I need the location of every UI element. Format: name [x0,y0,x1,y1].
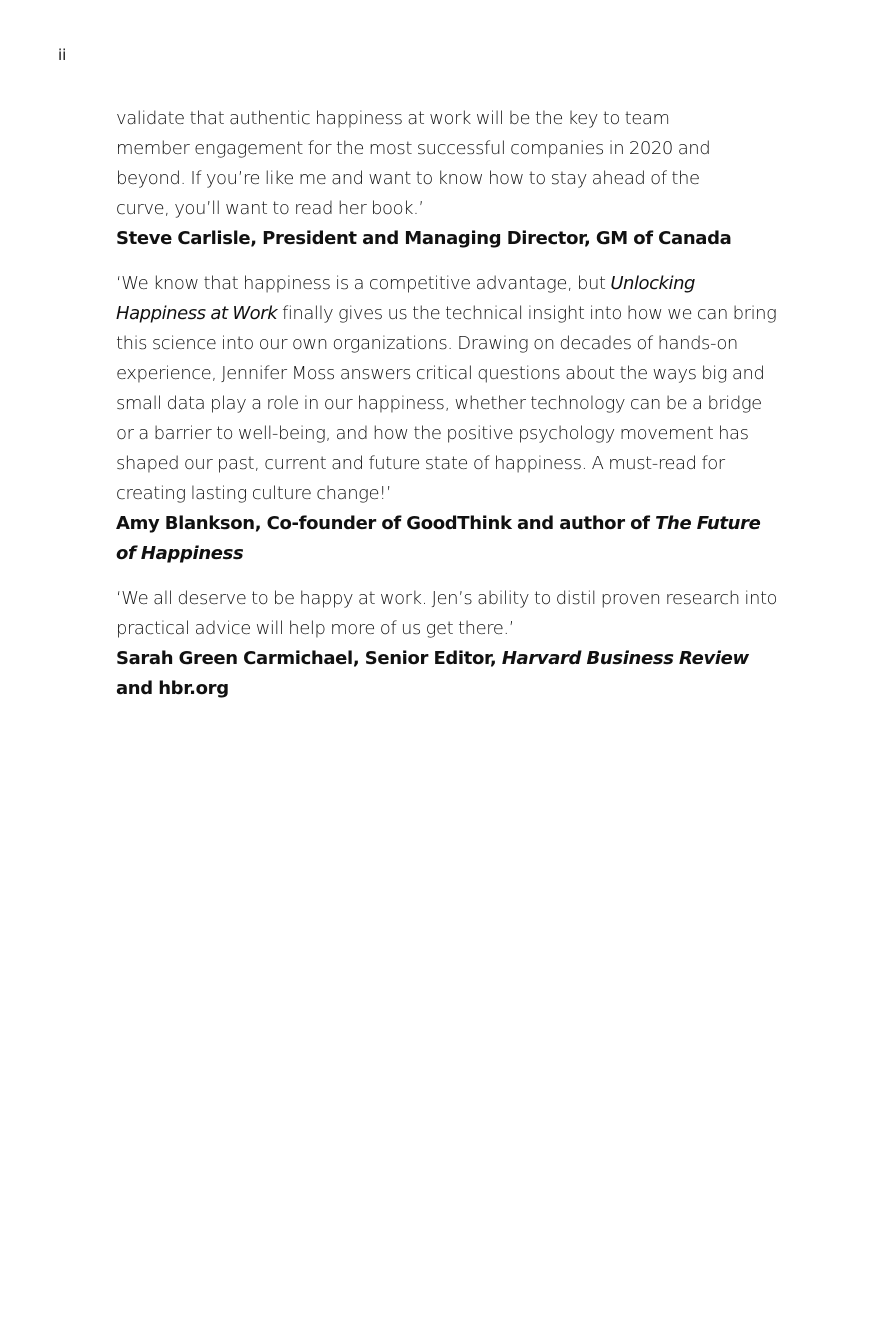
endorsement-carmichael [116,584,780,704]
endorsements [116,104,780,704]
quote-text: ‘We know that happiness is a competitive advantage, but [116,273,611,294]
attribution-text: and hbr.org [116,678,229,699]
book-title: The Future of Happiness [116,513,761,564]
endorsement-blankson [116,269,780,569]
quote-line: validate that authentic happiness at work will be the key to team [116,108,670,129]
attribution: Steve Carlisle, President and Managing Director, GM of Canada [116,228,732,249]
attribution [116,509,780,569]
book-title: Unlocking Happiness at Work [116,273,696,324]
quote: ‘We all deserve to be happy at work. Jen’s ability to distil proven research into practical advice will help more of us get there.’ [116,588,778,639]
page-number: ii [58,46,67,64]
quote-line: curve, you’ll want to read her book.’ [116,198,424,219]
quote-text: finally gives us the technical insight into how we can bring this science into our own organizations. Drawing on decades of hands-on experience, Jennifer Moss answers critical questions about the ways big and small data play a role in our happiness, whether technology can be a bridge or a barrier to well-being, and how the positive psychology movement has shaped our past, current and future state of happiness. A must-read for creating lasting culture change!’ [116,303,777,504]
endorsement-carlisle [116,104,780,254]
quote-line: member engagement for the most successful companies in 2020 and [116,138,711,159]
quote-line: beyond. If you’re like me and want to know how to stay ahead of the [116,168,700,189]
attribution [116,644,780,704]
quote [116,269,780,509]
attribution-text: Sarah Green Carmichael, Senior Editor, [116,648,502,669]
attribution-text: Amy Blankson, Co-founder of GoodThink and author of [116,513,656,534]
publication-title: Harvard Business Review [501,648,749,669]
